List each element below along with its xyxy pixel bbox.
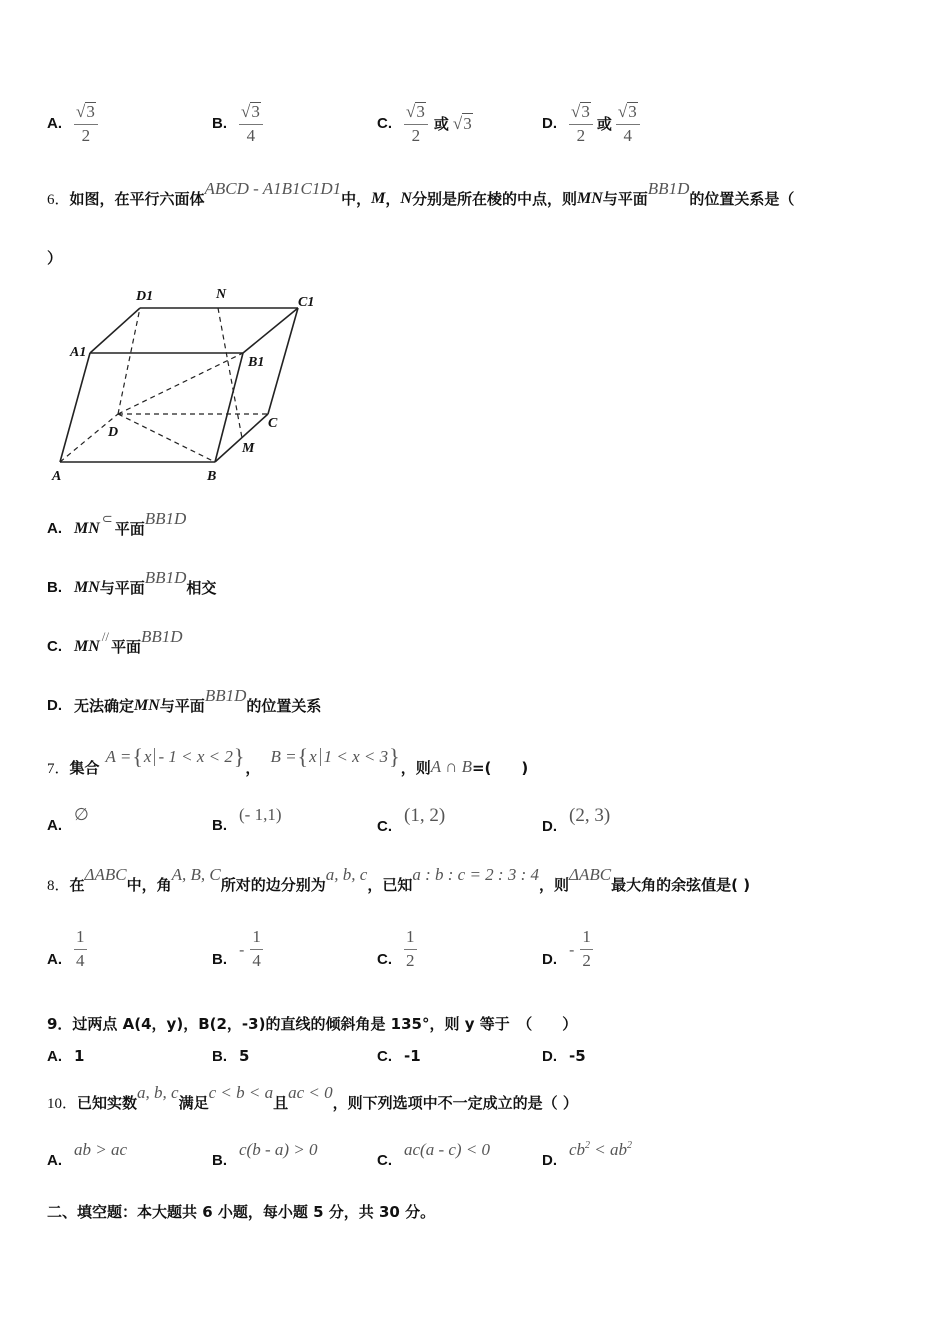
- fraction: $\frac{1}{4}$: [252, 927, 261, 970]
- fraction: √ 3 4: [239, 102, 263, 145]
- sqrt: √ 3: [452, 114, 472, 134]
- q6-stem: 6． 如图，在平行六面体 ABCD - A1B1C1D1 中， M ， N 分别是所在棱的中点，则 MN 与平面 BB1D 的位置关系是（: [47, 178, 795, 208]
- fraction: $\frac{1}{4}$: [76, 927, 85, 970]
- q10-stem: 10． 已知实数 a, b, c 满足 c < b < a 且 ac < 0 ，则下列选项中不一定成立的是（ ）: [47, 1082, 578, 1112]
- edge-b-b1: [215, 353, 243, 462]
- q8-option-a[interactable]: A. $\frac{1}{4}$: [47, 927, 85, 970]
- set-b: B = { x 1 < x < 3 }: [270, 744, 400, 769]
- q8-option-c[interactable]: C. $\frac{1}{2}$: [377, 927, 415, 970]
- set-a: A = { x - 1 < x < 2 }: [105, 744, 245, 769]
- label-b: B: [207, 469, 217, 484]
- q9-option-b[interactable]: B. 5: [212, 1047, 250, 1065]
- fraction: √ 3 4: [616, 102, 640, 145]
- q7-option-a[interactable]: A. ∅: [47, 805, 89, 834]
- label-c1: C1: [298, 295, 315, 310]
- q6-option-c[interactable]: C. MN // 平面 BB1D: [47, 626, 183, 656]
- q10-option-a[interactable]: A. ab > ac: [47, 1140, 128, 1169]
- label-c: C: [268, 416, 278, 431]
- diag-d-b: [118, 414, 215, 462]
- solid-name: ABCD - A1B1C1D1: [204, 178, 342, 198]
- fraction: √ 3 2: [74, 102, 98, 145]
- option-label: D.: [542, 115, 557, 133]
- q9-option-a[interactable]: A. 1: [47, 1047, 85, 1065]
- option-label: A.: [47, 115, 62, 133]
- q6-option-a[interactable]: A. MN ⊂ 平面 BB1D: [47, 508, 187, 538]
- q7-option-c[interactable]: C. (1, 2): [377, 805, 446, 835]
- label-a1: A1: [70, 345, 87, 360]
- edge-c-c1: [268, 308, 298, 414]
- edge-a1-d1: [90, 308, 140, 353]
- diag-d-b1: [118, 353, 243, 414]
- label-b1: B1: [248, 355, 265, 370]
- q9-stem: 9．过两点 A(4，y)，B(2，-3)的直线的倾斜角是 135°，则 y 等于 （ ）: [47, 1015, 578, 1033]
- q7-option-d[interactable]: D. (2, 3): [542, 805, 611, 835]
- label-n: N: [216, 287, 227, 302]
- q10-option-c[interactable]: C. ac(a - c) < 0: [377, 1140, 491, 1169]
- q7-stem: 7． 集合 A = { x - 1 < x < 2 } ， B = { x 1 < x < 3 } ，则 A ∩ B =( ): [47, 744, 529, 777]
- q5-option-d[interactable]: D. √ 3 2 或 √ 3 4: [542, 102, 640, 145]
- q9-option-d[interactable]: D. -5: [542, 1047, 586, 1065]
- fraction: √ 3 2: [569, 102, 593, 145]
- q5-option-a[interactable]: [47, 102, 98, 145]
- q5-option-b[interactable]: [212, 102, 263, 145]
- q10-option-d[interactable]: D. $cb^2 < ab^2$: [542, 1140, 633, 1169]
- q8-stem: 8． 在 ΔABC 中，角 A, B, C 所对的边分别为 a, b, c ，已知 a : b : c = 2 : 3 : 4 ，则 ΔABC 最大角的余弦值是( ): [47, 864, 751, 894]
- q6-option-b[interactable]: B. MN 与平面 BB1D 相交: [47, 567, 217, 597]
- label-d1: D1: [136, 289, 154, 304]
- label-m: M: [242, 441, 255, 456]
- q10-option-b[interactable]: B. c(b - a) > 0: [212, 1140, 318, 1169]
- q9-option-c[interactable]: C. -1: [377, 1047, 421, 1065]
- option-label: B.: [212, 115, 227, 133]
- label-d: D: [108, 425, 119, 440]
- edge-a-a1: [60, 353, 90, 462]
- label-a: A: [52, 469, 62, 484]
- parallelepiped-figure: [40, 280, 330, 490]
- q7-option-b[interactable]: B. (- 1,1): [212, 805, 282, 834]
- fraction: √ 3 2: [404, 102, 428, 145]
- fraction: $\frac{1}{2}$: [582, 927, 591, 970]
- edge-b1-c1: [243, 308, 298, 353]
- q8-option-d[interactable]: D. - $\frac{1}{2}$: [542, 927, 591, 970]
- fraction: $\frac{1}{2}$: [406, 927, 415, 970]
- q8-option-b[interactable]: B. - $\frac{1}{4}$: [212, 927, 261, 970]
- option-label: C.: [377, 115, 392, 133]
- q6-stem-close: ）: [47, 249, 63, 267]
- section-heading: 二、填空题：本大题共 6 小题，每小题 5 分，共 30 分。: [47, 1203, 436, 1221]
- q6-option-d[interactable]: D. 无法确定 MN 与平面 BB1D 的位置关系: [47, 685, 322, 715]
- q5-option-c[interactable]: C. √ 3 2 或 √ 3: [377, 102, 472, 145]
